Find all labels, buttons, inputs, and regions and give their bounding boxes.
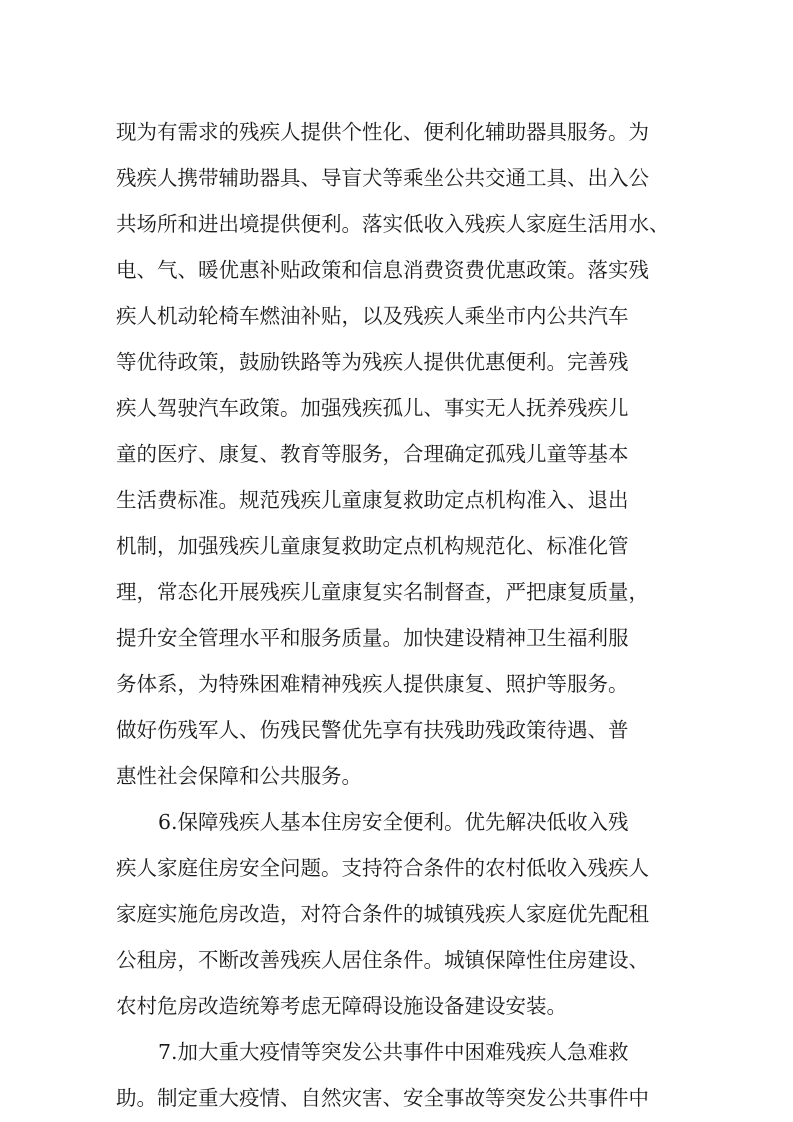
text-line: 童的医疗、康复、教育等服务，合理确定孤残儿童等基本 (116, 442, 629, 466)
text-line: 助。制定重大疫情、自然灾害、安全事故等突发公共事件中 (116, 1086, 649, 1110)
section-heading-line: 7.加大重大疫情等突发公共事件中困难残疾人急难救 (158, 1040, 629, 1064)
text-line: 电、气、暖优惠补贴政策和信息消费资费优惠政策。落实残 (116, 258, 649, 282)
text-line: 务体系，为特殊困难精神残疾人提供康复、照护等服务。 (116, 672, 629, 696)
text-line: 疾人家庭住房安全问题。支持符合条件的农村低收入残疾人 (116, 856, 649, 880)
text-line: 公租房，不断改善残疾人居住条件。城镇保障性住房建设、 (116, 948, 649, 972)
text-line: 家庭实施危房改造，对符合条件的城镇残疾人家庭优先配租 (116, 902, 649, 926)
text-line: 残疾人携带辅助器具、导盲犬等乘坐公共交通工具、出入公 (116, 166, 649, 190)
text-line: 提升安全管理水平和服务质量。加快建设精神卫生福利服 (116, 626, 629, 650)
text-line: 做好伤残军人、伤残民警优先享有扶残助残政策待遇、普 (116, 718, 629, 742)
text-line: 疾人机动轮椅车燃油补贴，以及残疾人乘坐市内公共汽车 (116, 304, 629, 328)
text-line: 生活费标准。规范残疾儿童康复救助定点机构准入、退出 (116, 488, 629, 512)
section-heading-line: 6.保障残疾人基本住房安全便利。优先解决低收入残 (158, 810, 629, 834)
text-line: 共场所和进出境提供便利。落实低收入残疾人家庭生活用水、 (116, 212, 670, 236)
text-line: 现为有需求的残疾人提供个性化、便利化辅助器具服务。为 (116, 120, 649, 144)
text-line: 理，常态化开展残疾儿童康复实名制督查，严把康复质量， (116, 580, 649, 604)
text-line: 机制，加强残疾儿童康复救助定点机构规范化、标准化管 (116, 534, 629, 558)
text-line: 疾人驾驶汽车政策。加强残疾孤儿、事实无人抚养残疾儿 (116, 396, 629, 420)
text-line: 惠性社会保障和公共服务。 (116, 764, 362, 788)
text-line: 等优待政策，鼓励铁路等为残疾人提供优惠便利。完善残 (116, 350, 629, 374)
text-line: 农村危房改造统筹考虑无障碍设施设备建设安装。 (116, 994, 567, 1018)
